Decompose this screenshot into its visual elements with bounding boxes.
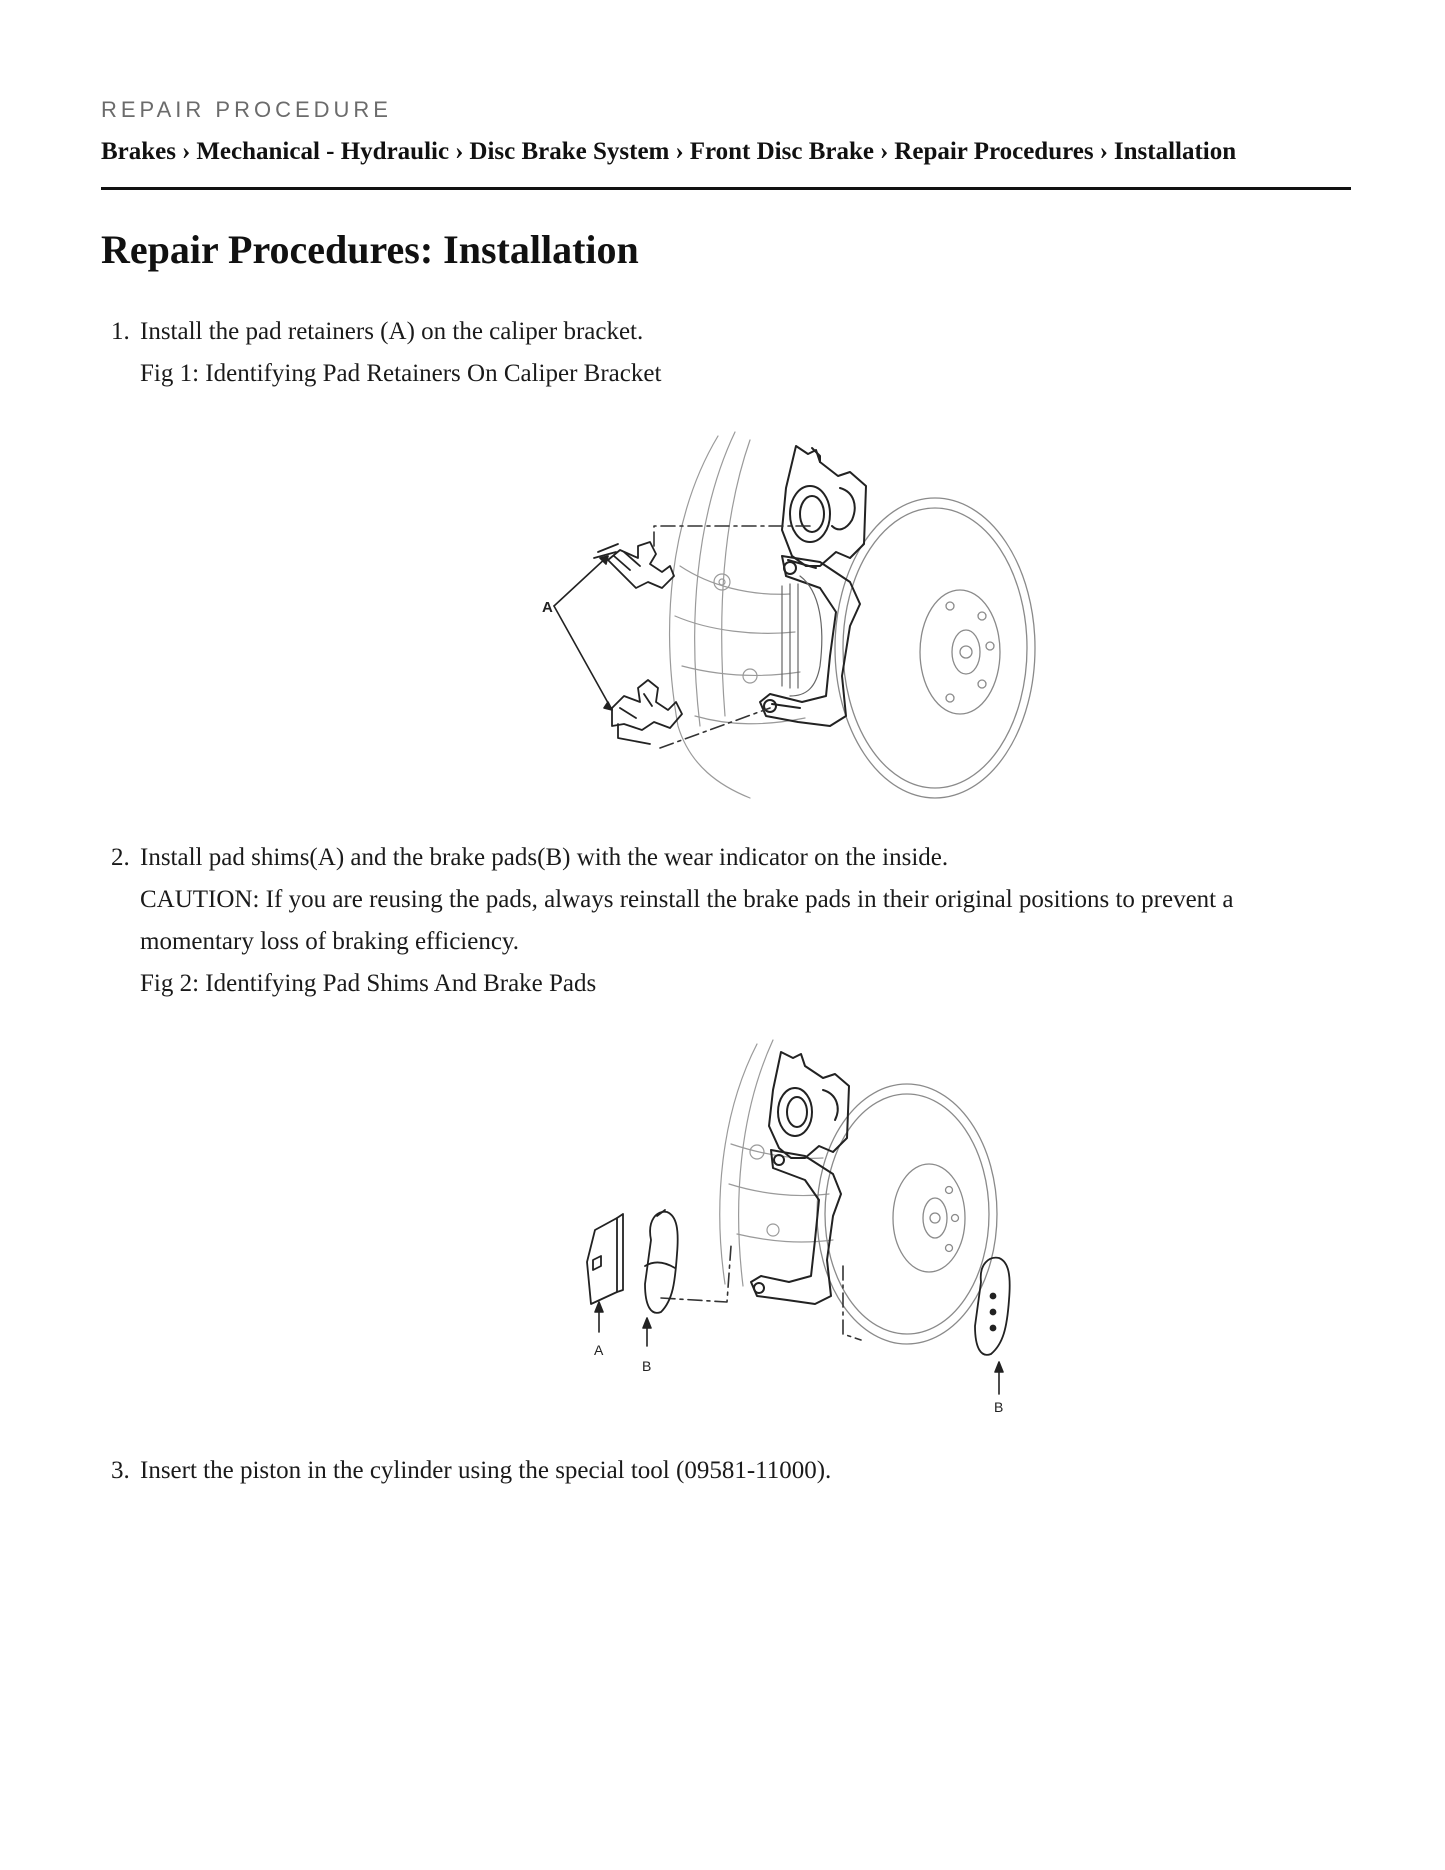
breadcrumb-item-disc-brake-system[interactable]: Disc Brake System (469, 138, 670, 165)
step-2 (101, 837, 1351, 1005)
section-kicker: REPAIR PROCEDURE (101, 97, 392, 122)
step-text: Install pad shims(A) and the brake pads(B) with the wear indicator on the inside. (140, 844, 949, 871)
figure-label-a: A (594, 1342, 604, 1358)
figure-label-a: A (542, 599, 553, 616)
breadcrumb-item-front-disc-brake[interactable]: Front Disc Brake (689, 138, 874, 165)
page-title: Repair Procedures: Installation (101, 227, 639, 272)
breadcrumb-item-installation[interactable]: Installation (1113, 138, 1237, 165)
breadcrumb-separator: › (455, 138, 464, 165)
header-divider (101, 187, 1351, 190)
step-number: 3. (111, 1457, 130, 1484)
step-3 (101, 1450, 1351, 1492)
breadcrumb (101, 138, 1351, 166)
figure-label-b: B (994, 1399, 1004, 1414)
step-1 (101, 311, 1351, 395)
step-number: 1. (111, 318, 130, 345)
breadcrumb-separator: › (879, 138, 889, 165)
breadcrumb-separator: › (675, 138, 684, 165)
figure-2-pad-shims-diagram (561, 1034, 1031, 1414)
breadcrumb-separator: › (182, 138, 191, 165)
step-text: Install the pad retainers (A) on the caliper bracket. (140, 318, 644, 345)
step-text: Insert the piston in the cylinder using the special tool (09581-11000). (140, 1457, 832, 1484)
breadcrumb-item-repair-procedures[interactable]: Repair Procedures (894, 138, 1094, 165)
breadcrumb-item-brakes[interactable]: Brakes (101, 138, 176, 165)
breadcrumb-item-mechanical-hydraulic[interactable]: Mechanical - Hydraulic (196, 138, 450, 165)
caution-note: CAUTION: If you are reusing the pads, always reinstall the brake pads in their original positions to prevent a momentary loss of braking efficiency. (140, 886, 1234, 955)
step-number: 2. (111, 844, 130, 871)
figure-caption: Fig 2: Identifying Pad Shims And Brake Pads (140, 970, 597, 997)
figure-1-pad-retainers-diagram (520, 426, 1080, 806)
breadcrumb-separator: › (1099, 138, 1108, 165)
figure-caption: Fig 1: Identifying Pad Retainers On Caliper Bracket (140, 360, 662, 387)
figure-label-b: B (642, 1358, 652, 1374)
